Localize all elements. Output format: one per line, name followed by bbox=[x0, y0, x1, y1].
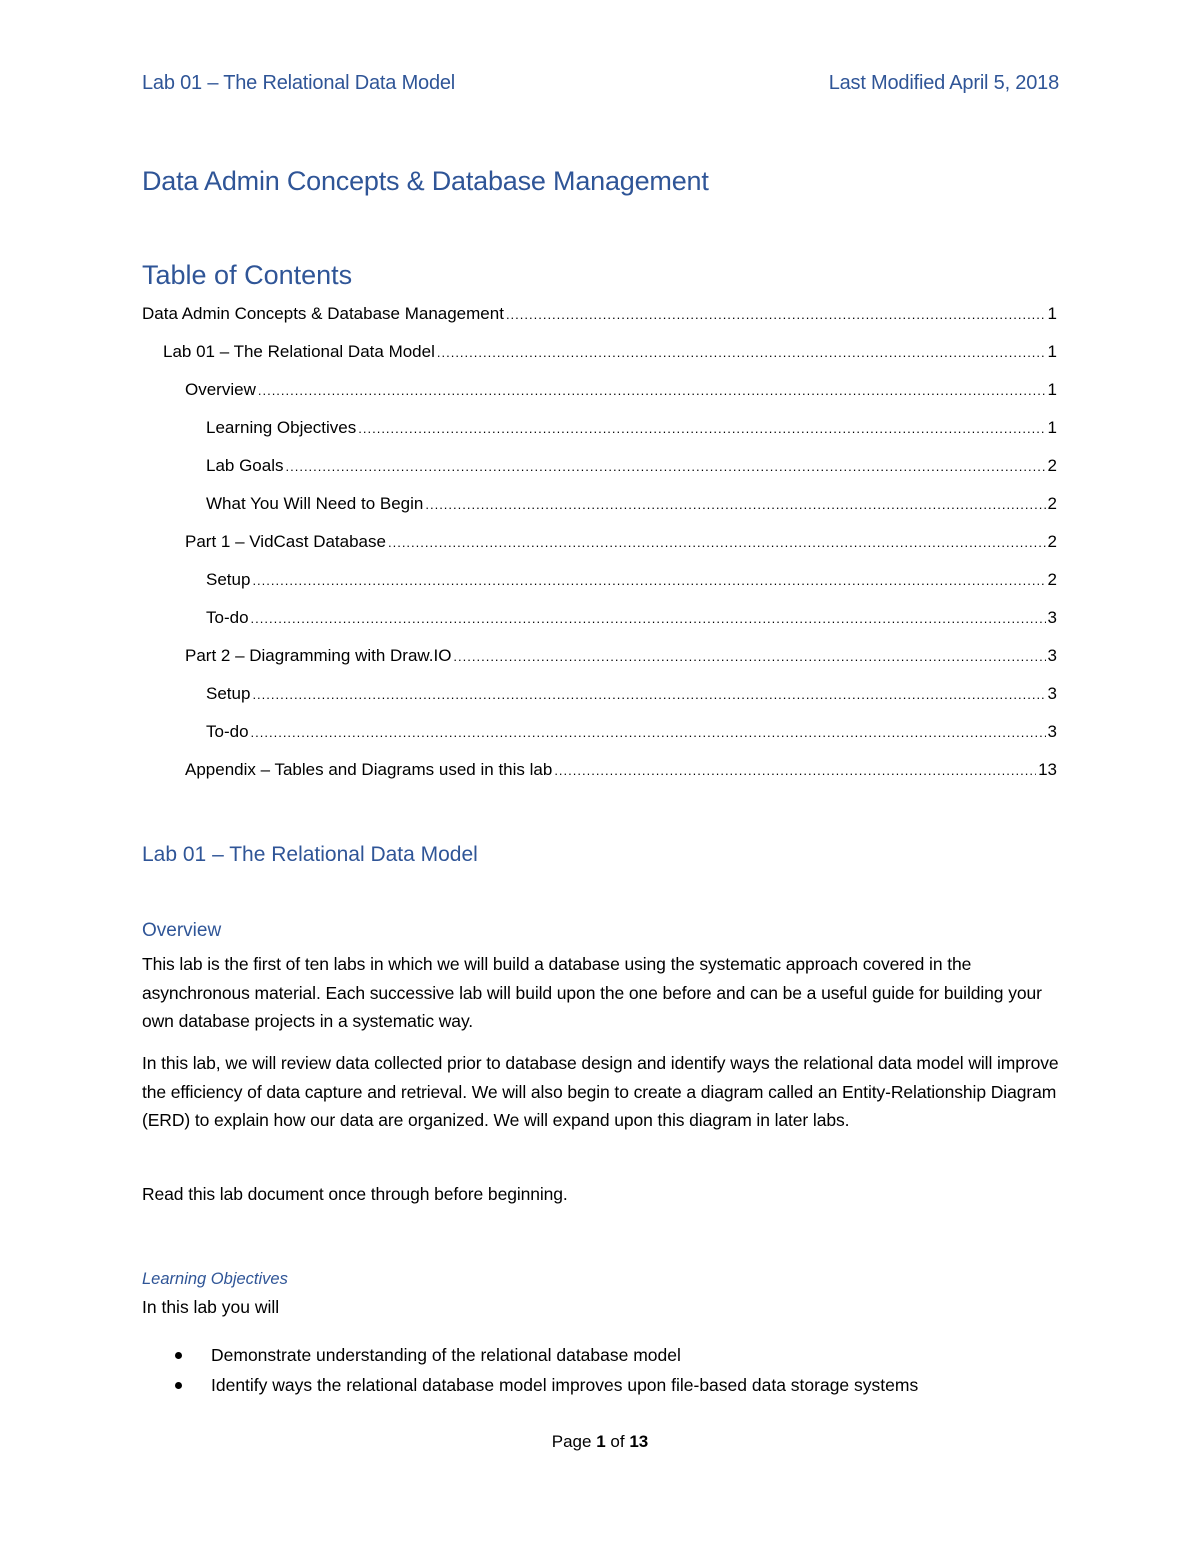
toc-page-number: 3 bbox=[1047, 684, 1057, 703]
toc-dot-leader bbox=[437, 341, 1046, 365]
footer-of-label: of bbox=[610, 1432, 625, 1451]
list-item bbox=[142, 1341, 1060, 1371]
toc-entry-label: Appendix – Tables and Diagrams used in this lab bbox=[185, 760, 553, 779]
toc-dot-leader bbox=[251, 721, 1046, 745]
toc-dot-leader bbox=[554, 759, 1036, 783]
toc-dot-leader bbox=[286, 455, 1046, 479]
table-of-contents bbox=[142, 302, 1057, 796]
toc-dot-leader bbox=[252, 683, 1045, 707]
toc-page-number: 2 bbox=[1047, 456, 1057, 475]
footer-page-total: 13 bbox=[629, 1432, 649, 1451]
toc-entry-part-1-setup[interactable] bbox=[142, 568, 1057, 606]
toc-entry-label: To-do bbox=[206, 608, 249, 627]
toc-page-number: 1 bbox=[1047, 418, 1057, 437]
toc-page-number: 2 bbox=[1047, 570, 1057, 589]
toc-heading: Table of Contents bbox=[142, 260, 353, 290]
toc-page-number: 1 bbox=[1047, 380, 1057, 399]
toc-entry-overview[interactable] bbox=[142, 378, 1057, 416]
toc-entry-part-2-setup[interactable] bbox=[142, 682, 1057, 720]
document-title: Data Admin Concepts & Database Management bbox=[142, 166, 709, 196]
toc-page-number: 3 bbox=[1047, 646, 1057, 665]
objectives-intro: In this lab you will bbox=[142, 1297, 280, 1317]
toc-entry-what-you-need[interactable] bbox=[142, 492, 1057, 530]
footer-page-label: Page bbox=[551, 1432, 592, 1451]
bullet-icon bbox=[175, 1352, 182, 1359]
toc-page-number: 1 bbox=[1047, 342, 1057, 361]
objective-text: Demonstrate understanding of the relational database model bbox=[211, 1345, 681, 1365]
overview-paragraph-3: Read this lab document once through before beginning. bbox=[142, 1184, 568, 1204]
toc-dot-leader bbox=[453, 645, 1045, 669]
toc-dot-leader bbox=[252, 569, 1045, 593]
toc-entry-lab-01[interactable] bbox=[142, 340, 1057, 378]
learning-objectives-heading: Learning Objectives bbox=[142, 1270, 288, 1288]
toc-entry-part-1-todo[interactable] bbox=[142, 606, 1057, 644]
toc-entry-label: Setup bbox=[206, 684, 251, 703]
toc-entry-lab-goals[interactable] bbox=[142, 454, 1057, 492]
toc-entry-label: Data Admin Concepts & Database Management bbox=[142, 304, 504, 323]
toc-entry-label: Part 1 – VidCast Database bbox=[185, 532, 386, 551]
header-lab-title: Lab 01 – The Relational Data Model bbox=[142, 72, 456, 94]
toc-entry-label: What You Will Need to Begin bbox=[206, 494, 424, 513]
page-footer bbox=[0, 1432, 1200, 1452]
toc-entry-data-admin[interactable] bbox=[142, 302, 1057, 340]
toc-entry-learning-objectives[interactable] bbox=[142, 416, 1057, 454]
toc-entry-part-2-todo[interactable] bbox=[142, 720, 1057, 758]
toc-entry-label: Part 2 – Diagramming with Draw.IO bbox=[185, 646, 452, 665]
overview-paragraph-2: In this lab, we will review data collected prior to database design and identify ways the relational data model will improve the efficiency of data capture and retrieval. We will also begin to create a diagram called an Entity-Relationship Diagram (ERD) to explain how our data are organized. We will expand upon this diagram in later labs. bbox=[142, 1053, 1059, 1131]
toc-page-number: 13 bbox=[1038, 760, 1057, 779]
overview-heading: Overview bbox=[142, 920, 222, 941]
toc-entry-label: Lab Goals bbox=[206, 456, 284, 475]
toc-page-number: 3 bbox=[1047, 608, 1057, 627]
toc-entry-label: Lab 01 – The Relational Data Model bbox=[163, 342, 435, 361]
toc-entry-appendix[interactable] bbox=[142, 758, 1057, 796]
toc-dot-leader bbox=[506, 303, 1046, 327]
objectives-list bbox=[142, 1341, 1060, 1401]
bullet-icon bbox=[175, 1382, 182, 1389]
toc-entry-label: Overview bbox=[185, 380, 256, 399]
page-header bbox=[142, 72, 1059, 95]
toc-page-number: 2 bbox=[1047, 532, 1057, 551]
toc-entry-part-1[interactable] bbox=[142, 530, 1057, 568]
toc-dot-leader bbox=[358, 417, 1045, 441]
toc-dot-leader bbox=[425, 493, 1045, 517]
toc-dot-leader bbox=[251, 607, 1046, 631]
toc-dot-leader bbox=[258, 379, 1046, 403]
toc-page-number: 1 bbox=[1047, 304, 1057, 323]
toc-entry-label: To-do bbox=[206, 722, 249, 741]
section-heading-lab-01: Lab 01 – The Relational Data Model bbox=[142, 843, 478, 866]
toc-dot-leader bbox=[388, 531, 1046, 555]
footer-page-current: 1 bbox=[596, 1432, 606, 1451]
toc-entry-part-2[interactable] bbox=[142, 644, 1057, 682]
toc-entry-label: Learning Objectives bbox=[206, 418, 357, 437]
toc-page-number: 2 bbox=[1047, 494, 1057, 513]
toc-page-number: 3 bbox=[1047, 722, 1057, 741]
list-item bbox=[142, 1371, 1060, 1401]
toc-entry-label: Setup bbox=[206, 570, 251, 589]
objective-text: Identify ways the relational database model improves upon file-based data storage systems bbox=[211, 1375, 919, 1395]
header-last-modified: Last Modified April 5, 2018 bbox=[828, 72, 1059, 94]
overview-paragraph-1: This lab is the first of ten labs in which we will build a database using the systematic approach covered in the asynchronous material. Each successive lab will build upon the one before and can be a useful guide for building your own database projects in a systematic way. bbox=[142, 954, 1042, 1032]
